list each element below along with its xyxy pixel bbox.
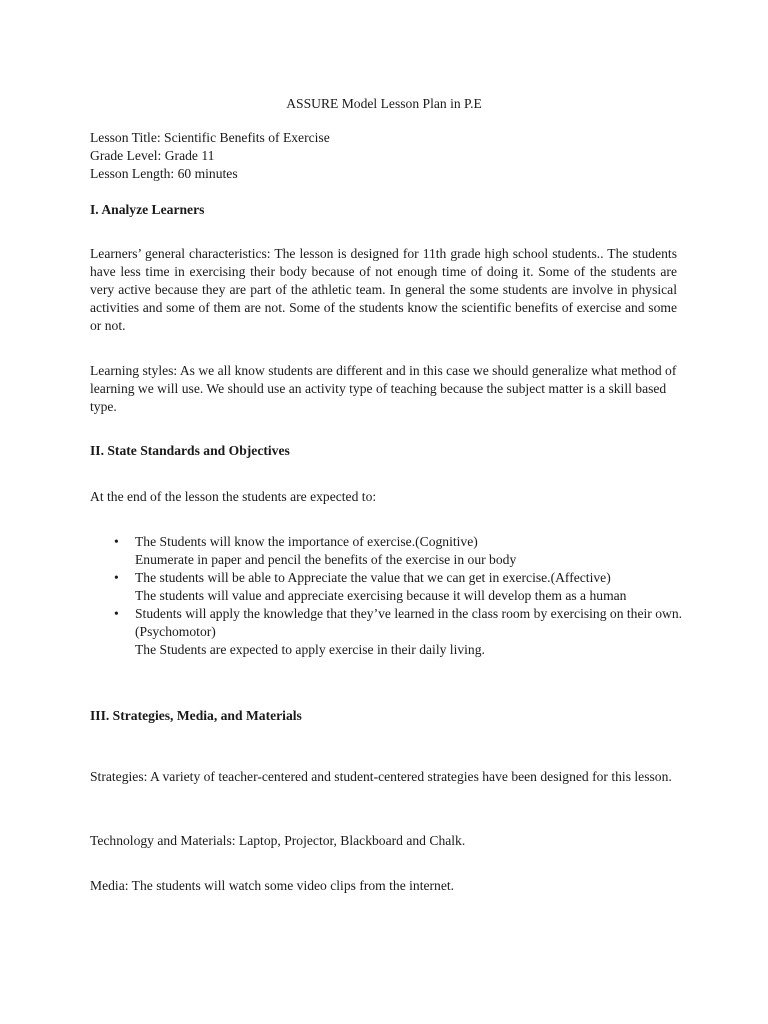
list-item — [90, 533, 690, 569]
grade-level: Grade Level: Grade 11 — [90, 148, 215, 163]
objective-text: Students will apply the knowledge that they’ve learned in the class room by exercising on their own.(Psychomotor) — [135, 606, 683, 639]
section-heading-strategies-media: III. Strategies, Media, and Materials — [90, 708, 302, 723]
document-title: ASSURE Model Lesson Plan in P.E — [286, 96, 482, 111]
section-heading-analyze-learners: I. Analyze Learners — [90, 202, 205, 217]
objectives-list — [90, 533, 690, 659]
list-item — [90, 569, 647, 605]
objective-detail: The Students are expected to apply exercise in their daily living. — [135, 642, 485, 657]
media-line: Media: The students will watch some video clips from the internet. — [90, 878, 455, 893]
objective-detail: The students will value and appreciate exercising because it will develop them as a human — [135, 588, 627, 603]
objective-text: The students will be able to Appreciate the value that we can get in exercise.(Affective) — [135, 570, 611, 585]
bullet-icon: • — [114, 534, 119, 549]
learner-characteristics-paragraph: Learners’ general characteristics: The lesson is designed for 11th grade high school students.. The students have less time in exercising their body because of not enough time of doing it. Some of the students are very active because they are part of the athletic team. In general the some students are involve in physical activities and some of them are not. Some of the students know the scientific benefits of exercise and some or not. — [90, 246, 677, 333]
technology-materials: Technology and Materials: Laptop, Projector, Blackboard and Chalk. — [90, 833, 466, 848]
lesson-title: Lesson Title: Scientific Benefits of Exercise — [90, 130, 330, 145]
strategies-paragraph: Strategies: A variety of teacher-centered and student-centered strategies have been designed for this lesson. — [90, 769, 672, 784]
lesson-info — [90, 129, 677, 183]
objective-text: The Students will know the importance of exercise.(Cognitive) — [135, 534, 478, 549]
objectives-intro: At the end of the lesson the students are expected to: — [90, 489, 377, 504]
objective-detail: Enumerate in paper and pencil the benefits of the exercise in our body — [135, 552, 517, 567]
bullet-icon: • — [114, 606, 119, 621]
list-item — [90, 605, 731, 659]
learning-styles-paragraph: Learning styles: As we all know students are different and in this case we should generalize what method of learning we will use. We should use an activity type of teaching because the subject matter is a skill based type. — [90, 363, 677, 414]
bullet-icon: • — [114, 570, 119, 585]
lesson-length: Lesson Length: 60 minutes — [90, 166, 238, 181]
section-heading-standards-objectives: II. State Standards and Objectives — [90, 443, 290, 458]
